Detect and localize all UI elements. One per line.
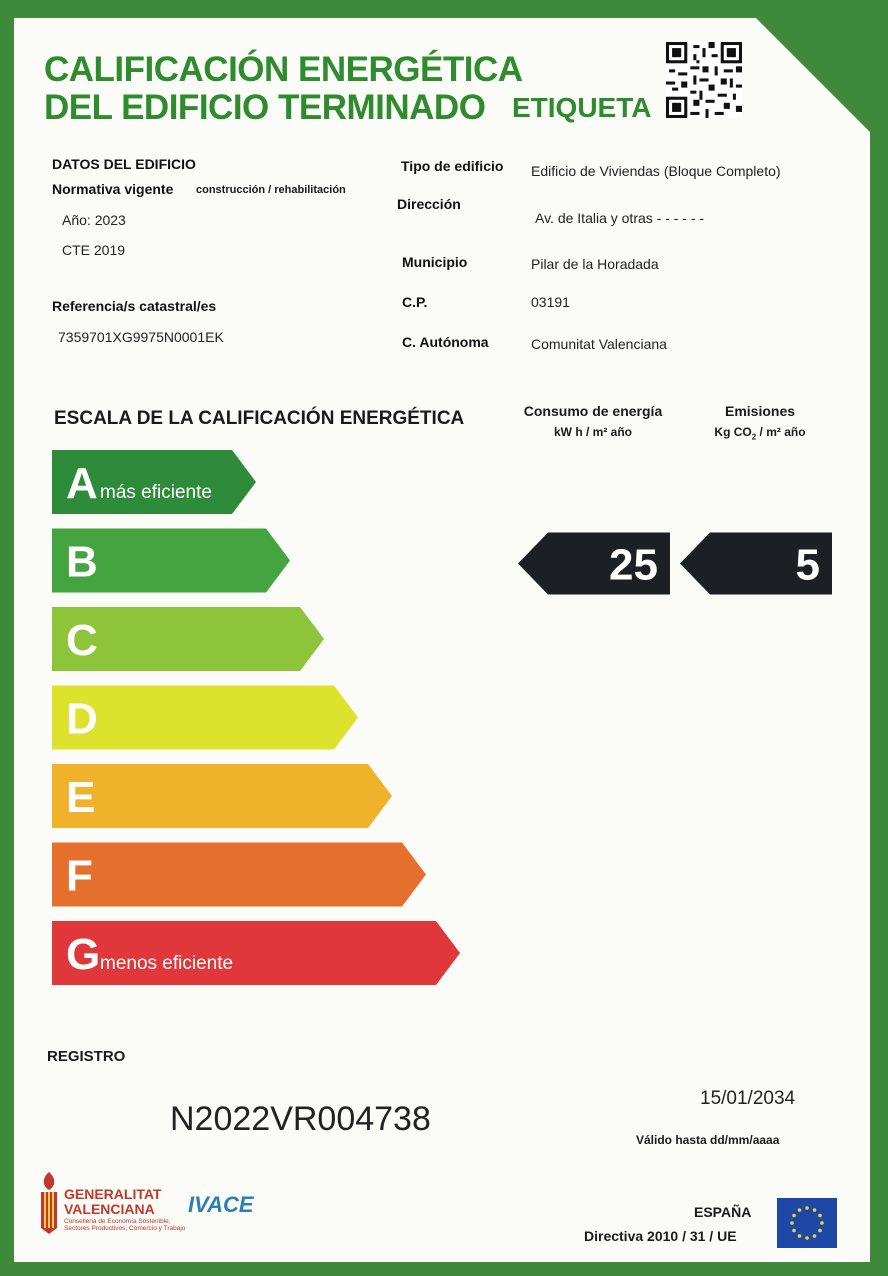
eu-flag-icon <box>777 1198 837 1248</box>
title-etiqueta: ETIQUETA <box>512 92 652 123</box>
band-letter-d: D <box>66 694 98 744</box>
emisiones-unit: Kg $CO_2 / m^2$ año <box>714 425 806 442</box>
emisiones-heading: Emisiones <box>724 403 796 419</box>
valid-date: 15/01/2034 <box>700 1088 796 1109</box>
consumo-heading: Consumo de energía <box>523 403 663 419</box>
field-value-tipo: Edificio de Viviendas (Bloque Completo) <box>531 163 781 179</box>
band-a <box>52 450 256 514</box>
ivace-logo: IVACE <box>188 1192 254 1217</box>
espana-label: ESPAÑA <box>694 1204 752 1220</box>
band-letter-e: E <box>66 773 96 822</box>
gva-department: Conselleria de Economía Sostenible, Sectores Productivos, Comercio y Trabajo <box>64 1218 186 1232</box>
band-sub-a: más eficiente <box>100 482 212 503</box>
field-label-cp: C.P. <box>402 294 428 310</box>
band-b <box>52 529 290 593</box>
eu-star <box>792 1214 796 1218</box>
consumo-indicator-value: 25 <box>609 540 658 590</box>
eu-star <box>805 1236 809 1240</box>
eu-star <box>813 1208 817 1212</box>
field-value-cp: 03191 <box>531 294 570 310</box>
band-letter-c: C <box>66 616 98 665</box>
field-label-tipo: Tipo de edificio <box>401 158 504 174</box>
eu-star <box>798 1208 802 1212</box>
title-line-1: CALIFICACIÓN ENERGÉTICA <box>44 50 523 89</box>
band-sub-g: menos eficiente <box>100 953 234 974</box>
band-f <box>52 843 426 907</box>
registro-number: N2022VR004738 <box>170 1100 431 1138</box>
normativa-label: Normativa vigente <box>52 181 174 197</box>
gva-emblem-icon <box>38 1172 60 1234</box>
field-value-autonoma: Comunitat Valenciana <box>531 336 667 352</box>
band-arrow-e <box>52 764 392 828</box>
eu-star <box>813 1234 817 1238</box>
band-arrow-f <box>52 843 426 907</box>
eu-star <box>790 1221 794 1225</box>
directiva-label: Directiva 2010 / 31 / UE <box>584 1228 737 1244</box>
band-letter-f: F <box>66 851 93 901</box>
band-g <box>52 921 460 985</box>
band-arrow-d <box>52 686 358 750</box>
band-d <box>52 686 358 750</box>
band-c <box>52 607 324 671</box>
valid-label: Válido hasta dd/mm/aaaa <box>636 1133 780 1147</box>
field-value-direccion: Av. de Italia y otras - - - - - - <box>535 210 705 226</box>
band-letter-b: B <box>66 537 98 587</box>
eu-star <box>818 1229 822 1233</box>
band-letter-g: G <box>66 930 101 979</box>
emisiones-indicator <box>680 533 832 595</box>
emisiones-indicator-value: 5 <box>795 540 820 590</box>
band-letter-a: A <box>66 459 98 508</box>
registro-label: REGISTRO <box>47 1048 126 1065</box>
eu-star <box>792 1229 796 1233</box>
field-label-municipio: Municipio <box>402 254 468 270</box>
eu-star <box>818 1214 822 1218</box>
eu-star <box>798 1234 802 1238</box>
consumo-unit: kW h / m² año <box>554 425 632 439</box>
gva-name: GENERALITAT VALENCIANA <box>64 1186 162 1217</box>
normativa-cte: CTE 2019 <box>62 242 126 258</box>
datos-edificio-heading: DATOS DEL EDIFICIO <box>52 156 196 172</box>
consumo-indicator <box>518 533 670 595</box>
normativa-year: Año: 2023 <box>62 212 126 228</box>
field-label-direccion: Dirección <box>397 196 461 212</box>
eu-star <box>805 1206 809 1210</box>
normativa-sub: construcción / rehabilitación <box>196 184 346 196</box>
title-line-2: DEL EDIFICIO TERMINADO <box>44 88 486 127</box>
eu-star <box>820 1221 824 1225</box>
scale-title: ESCALA DE LA CALIFICACIÓN ENERGÉTICA <box>54 408 465 429</box>
field-label-autonoma: C. Autónoma <box>402 334 489 350</box>
field-value-municipio: Pilar de la Horadada <box>531 256 659 272</box>
catastral-label: Referencia/s catastral/es <box>52 298 217 314</box>
band-e <box>52 764 392 828</box>
catastral-value: 7359701XG9975N0001EK <box>58 329 224 345</box>
